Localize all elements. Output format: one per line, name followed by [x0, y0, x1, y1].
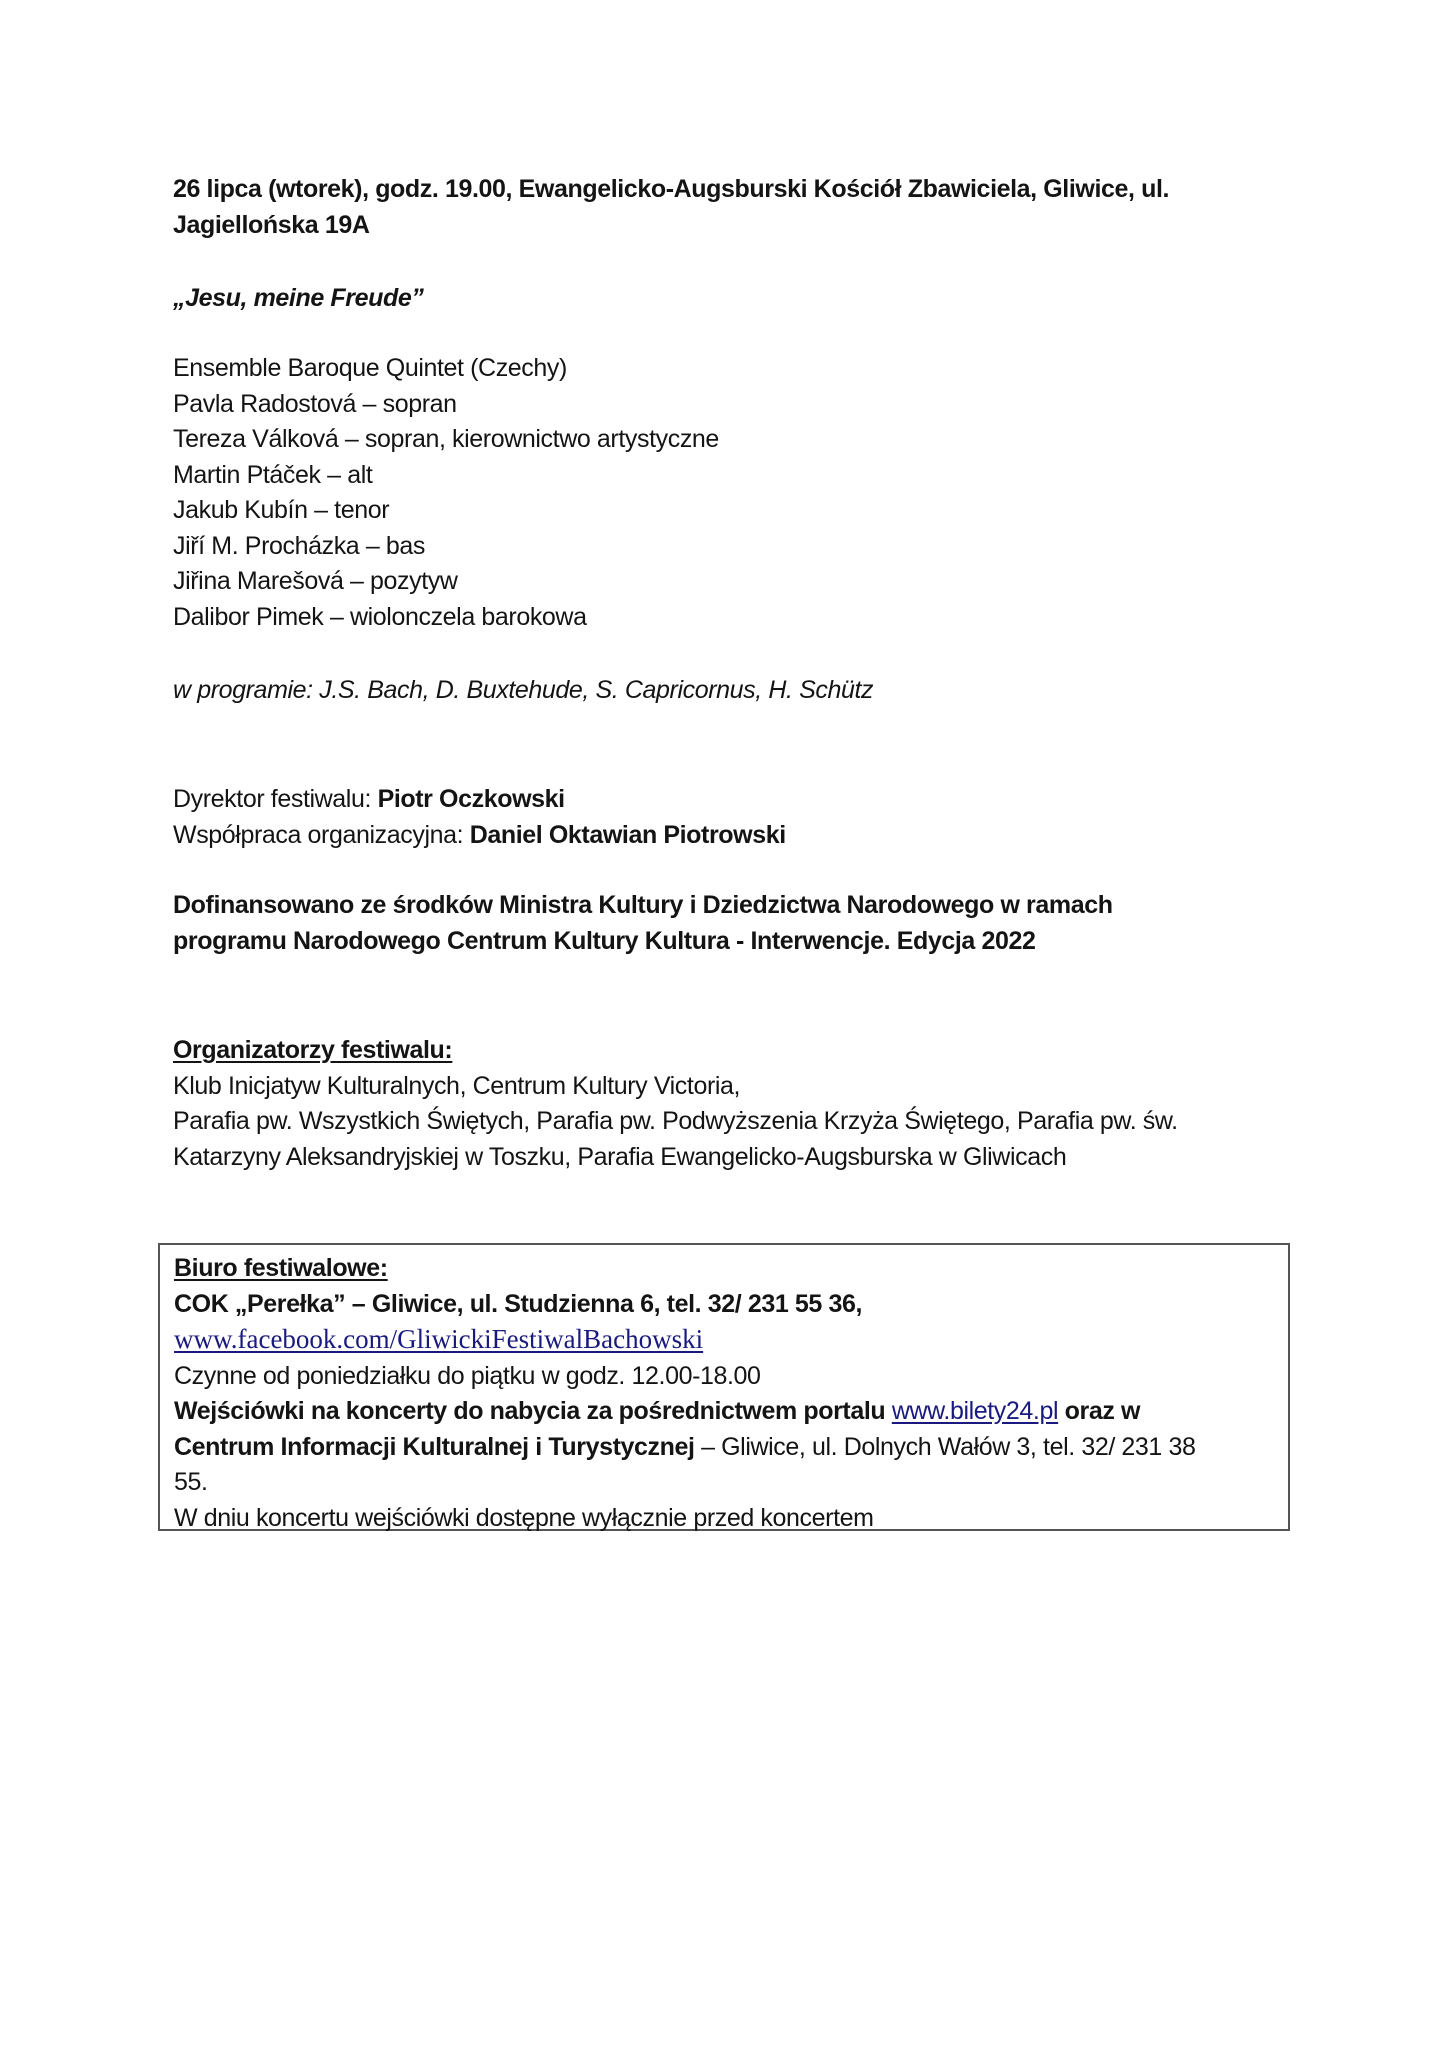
event-date-venue: 26 lipca (wtorek), godz. 19.00, Ewangelicko-Augsburski Kościół Zbawiciela, Gliwice, ul.: [173, 175, 1170, 203]
director-line: [173, 782, 1293, 818]
office-hours: Czynne od poniedziałku do piątku w godz. 12.00-18.00: [174, 1361, 761, 1390]
tickets-center-name: Centrum Informacji Kulturalnej i Turystycznej: [174, 1432, 695, 1461]
event-address: Jagiellońska 19A: [173, 210, 370, 239]
cooperation-line: [173, 818, 1293, 854]
director-name: Piotr Oczkowski: [377, 785, 565, 813]
festival-office-box: [158, 1243, 1290, 1531]
tickets-text-end: oraz w: [1058, 1397, 1141, 1425]
performer-item: Ensemble Baroque Quintet (Czechy): [173, 354, 567, 382]
festival-credits: [173, 782, 1293, 853]
event-header: [173, 172, 1293, 243]
performers-list: [173, 351, 1293, 635]
office-address: COK „Perełka” – Gliwice, ul. Studzienna 6, tel. 32/ 231 55 36,: [174, 1289, 863, 1318]
tickets-center-line: [174, 1430, 1284, 1466]
concert-title: „Jesu, meine Freude”: [173, 284, 424, 312]
cooperation-name: Daniel Oktawian Piotrowski: [469, 820, 786, 849]
performer-item: Martin Ptáček – alt: [173, 460, 373, 489]
tickets-text: Wejściówki na koncerty do nabycia za pośrednictwem portalu: [174, 1397, 892, 1425]
festival-office-content: [174, 1251, 1284, 1536]
funding-line: programu Narodowego Centrum Kultury Kultura - Interwencje. Edycja 2022: [173, 926, 1036, 955]
tickets-center-address: – Gliwice, ul. Dolnych Wałów 3, tel. 32/ 231 38: [694, 1432, 1196, 1461]
tickets-center-phone-end: 55.: [174, 1468, 208, 1496]
performer-item: Jiří M. Procházka – bas: [173, 531, 426, 560]
performer-item: Pavla Radostová – sopran: [173, 389, 457, 418]
organizers-line: Parafia pw. Wszystkich Świętych, Parafia pw. Podwyższenia Krzyża Świętego, Parafia pw. św.: [173, 1107, 1178, 1135]
office-heading: Biuro festiwalowe:: [174, 1254, 388, 1282]
tickets-line: [174, 1394, 1284, 1430]
funding-line: Dofinansowano ze środków Ministra Kultury i Dziedzictwa Narodowego w ramach: [173, 891, 1113, 919]
bilety24-link[interactable]: www.bilety24.pl: [891, 1397, 1059, 1425]
tickets-note: W dniu koncertu wejściówki dostępne wyłącznie przed koncertem: [174, 1503, 874, 1532]
performer-item: Jiřina Marešová – pozytyw: [173, 567, 458, 595]
performer-item: Dalibor Pimek – wiolonczela barokowa: [173, 602, 587, 631]
director-label: Dyrektor festiwalu:: [173, 785, 378, 813]
funding-note: [173, 888, 1293, 959]
performer-item: Jakub Kubín – tenor: [173, 496, 390, 524]
organizers-section: [173, 1033, 1293, 1175]
cooperation-label: Współpraca organizacyjna:: [173, 820, 470, 849]
organizers-line: Katarzyny Aleksandryjskiej w Toszku, Parafia Ewangelicko-Augsburska w Gliwicach: [173, 1142, 1067, 1171]
performer-item: Tereza Válková – sopran, kierownictwo artystyczne: [173, 425, 719, 453]
organizers-line: Klub Inicjatyw Kulturalnych, Centrum Kultury Victoria,: [173, 1071, 741, 1100]
facebook-link[interactable]: www.facebook.com/GliwickiFestiwalBachowski: [174, 1324, 704, 1354]
programme-line: w programie: J.S. Bach, D. Buxtehude, S. Capricornus, H. Schütz: [173, 676, 874, 704]
organizers-heading: Organizatorzy festiwalu:: [173, 1036, 453, 1064]
